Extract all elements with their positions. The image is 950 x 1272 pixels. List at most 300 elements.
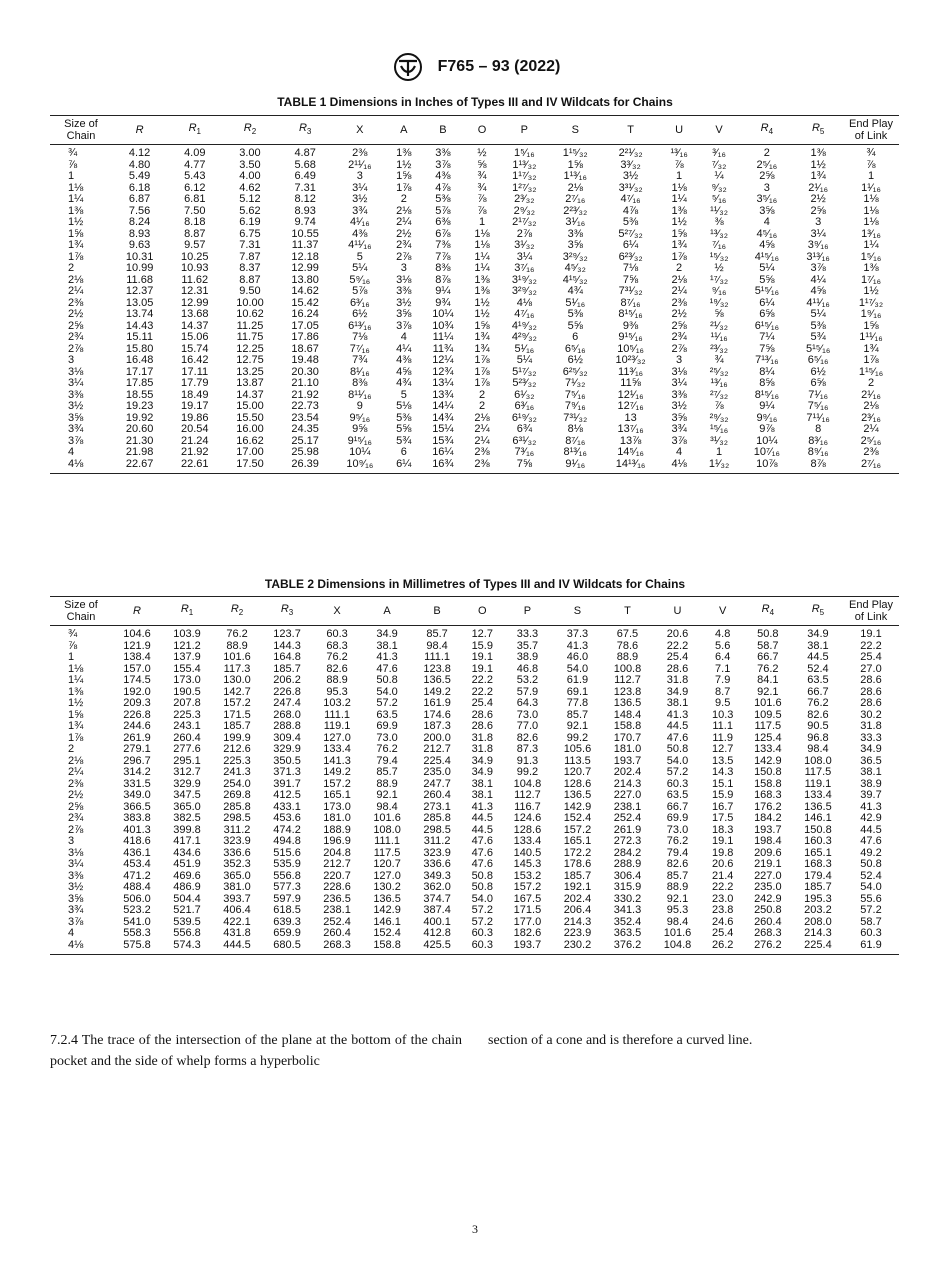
table-cell: ²⁵⁄₃₂: [709, 365, 729, 378]
table-cell: 2: [763, 147, 770, 159]
table-cell: 108.0: [804, 754, 832, 767]
table-cell: 20.60: [125, 423, 154, 435]
table-cell: 25.98: [291, 446, 319, 458]
table-cell: 1½: [671, 216, 687, 228]
table-cell: 362.0: [423, 881, 451, 893]
table-cell: 21.10: [291, 377, 319, 389]
table-cell: 276.2: [743, 940, 793, 955]
table-cell: 44.5: [807, 651, 829, 663]
table-cell: 7⁹⁄₁₆: [564, 400, 586, 412]
table-cell: 7¼: [759, 331, 775, 343]
table-cell: 4¹¹⁄₁₆: [348, 239, 372, 251]
table1-caption: TABLE 1 Dimensions in Inches of Types III and IV Wildcats for Chains: [277, 95, 673, 109]
table-cell: 34.9: [376, 628, 398, 640]
table-cell: 47.6: [666, 731, 689, 744]
table-cell: 181.0: [323, 812, 351, 824]
table-cell: 21.24: [181, 434, 209, 447]
table-cell: 76.2: [326, 651, 348, 663]
table-cell: 91.3: [516, 754, 539, 767]
table-cell: 41.3: [860, 800, 882, 813]
table-cell: 15.11: [126, 331, 153, 343]
table-cell: 238.1: [323, 904, 351, 916]
table-cell: 19.23: [125, 400, 154, 412]
table2-header-row: [50, 597, 899, 626]
table-cell: 38.1: [376, 639, 398, 652]
table-cell: 3: [356, 170, 363, 182]
table-cell: 2: [478, 400, 486, 412]
table-cell: 1½: [810, 158, 826, 171]
table-cell: 28.6: [860, 685, 882, 698]
table-cell: 9.50: [239, 285, 261, 297]
table-cell: ⅞: [866, 158, 876, 171]
table-cell: 3: [68, 835, 75, 847]
table2-millimetres: [50, 596, 899, 955]
table-cell: 17.17: [125, 365, 154, 378]
table-cell: 8.7: [715, 685, 731, 698]
table-cell: 10.99: [125, 262, 154, 274]
table-cell: 254.0: [223, 777, 251, 790]
table-cell: 17.05: [291, 319, 319, 332]
table-cell: 8³⁄₁₆: [808, 434, 829, 447]
table-cell: 77.0: [516, 720, 539, 732]
table-cell: ¾: [866, 147, 876, 159]
table-cell: 22.2: [711, 881, 734, 893]
table-cell: 123.7: [273, 628, 301, 640]
table-cell: 101.6: [754, 697, 782, 709]
table-cell: 4⅛: [50, 459, 112, 474]
table-cell: 8.87: [184, 227, 206, 240]
table-cell: 14¾: [432, 411, 454, 424]
table-cell: 63.5: [807, 674, 829, 686]
table-cell: 558.3: [123, 927, 151, 939]
table-cell: 2⅞: [396, 250, 412, 263]
table-cell: 69.9: [376, 720, 398, 732]
table-cell: 3¼: [810, 227, 826, 240]
table-cell: 53.2: [516, 674, 539, 686]
table-cell: 20.54: [181, 423, 209, 435]
table-cell: 1⅞: [671, 250, 687, 263]
column-header: $R_4$: [743, 597, 793, 626]
table-cell: 98.4: [376, 800, 398, 813]
table-cell: 100.8: [613, 662, 642, 675]
table-cell: 4¾: [567, 285, 583, 297]
table-cell: 1¹³⁄₁₆: [563, 170, 587, 182]
table-cell: 87.3: [516, 743, 539, 755]
table-cell: 341.3: [613, 904, 642, 916]
table-cell: 18.49: [181, 388, 209, 401]
table-cell: 103.2: [323, 697, 351, 709]
table-cell: 170.7: [613, 731, 642, 744]
table-cell: 21.4: [711, 869, 734, 882]
table-cell: 31.8: [471, 731, 493, 744]
table-cell: 105.6: [563, 743, 592, 755]
table-cell: 412.5: [273, 789, 301, 801]
table-cell: 4¹⁄₁₆: [349, 216, 370, 228]
table-cell: 34.9: [807, 628, 829, 640]
table-cell: 3⅛: [68, 846, 84, 859]
table-cell: 228.6: [323, 881, 351, 893]
table-cell: 3⅞: [671, 434, 687, 447]
table-cell: 10⁷⁄₁₆: [753, 446, 780, 458]
table-cell: 136.5: [373, 892, 401, 905]
table-cell: 5⅜: [567, 308, 583, 320]
table-cell: 3½: [671, 400, 687, 412]
table-row: [50, 744, 899, 756]
table-cell: 5⅜: [622, 216, 639, 228]
table-cell: 9¾: [435, 296, 451, 309]
table-cell: 1¹⁄₃₂: [698, 459, 741, 474]
table-cell: 4⅜: [396, 354, 412, 366]
table-cell: 8⅞: [435, 273, 451, 286]
table-cell: 9¹⁵⁄₁₆: [347, 434, 372, 447]
table-cell: 41.3: [471, 800, 493, 813]
table-cell: 4⅜: [352, 227, 368, 240]
table-cell: ¹³⁄₁₆: [710, 377, 728, 389]
table-cell: 104.6: [123, 628, 151, 640]
table-cell: 167.5: [513, 892, 542, 905]
table-cell: 20.30: [291, 365, 319, 378]
table-cell: 12.37: [125, 285, 154, 297]
table-cell: 150.8: [754, 766, 782, 778]
table-cell: 3½: [68, 881, 84, 893]
table-cell: 7.31: [239, 239, 261, 251]
table-cell: 88.9: [376, 777, 398, 790]
table-cell: ½: [714, 262, 724, 274]
table-cell: 3.00: [239, 147, 261, 159]
table-cell: 242.9: [754, 892, 782, 905]
table-cell: 250.8: [754, 904, 782, 916]
table-cell: 7⁵⁄₁₆: [564, 388, 586, 401]
table-cell: 1⅜: [474, 273, 490, 286]
table-cell: 285.8: [423, 812, 451, 824]
table-row: [50, 332, 899, 344]
table-cell: 8⅜: [435, 262, 451, 274]
table-cell: 5.62: [239, 204, 261, 217]
table-cell: 157.2: [223, 697, 251, 709]
table-cell: 214.3: [613, 777, 642, 790]
table-cell: 268.0: [273, 708, 301, 721]
table-cell: 1: [68, 651, 75, 663]
table-cell: 28.6: [471, 708, 493, 721]
table-cell: 6½: [352, 308, 368, 320]
table-cell: 6⅜: [435, 216, 451, 228]
table-cell: 3¼: [352, 181, 368, 194]
table-cell: 6.19: [239, 216, 261, 228]
table-cell: 5²³⁄₃₂: [512, 377, 537, 389]
table-cell: 9: [356, 400, 363, 412]
table-cell: 4: [68, 927, 75, 939]
table-cell: 1¹¹⁄₁₆: [859, 331, 883, 343]
table-cell: 68.3: [326, 639, 348, 652]
table-cell: 7⅜: [435, 239, 451, 251]
table-cell: 35.7: [516, 639, 539, 652]
table-cell: 19.86: [181, 411, 209, 424]
table-cell: 7³¹⁄₃₂: [563, 411, 588, 424]
table-cell: 3⅜: [68, 869, 84, 882]
table-cell: 9⅜: [622, 319, 639, 332]
table-cell: 2⁷⁄₁₆: [843, 459, 899, 474]
table-cell: 3⁷⁄₁₆: [514, 262, 535, 274]
table-cell: 5.43: [184, 170, 206, 182]
table-cell: 10.3: [711, 708, 734, 721]
table-cell: 22.73: [291, 400, 319, 412]
table-cell: 401.3: [123, 823, 151, 836]
table-cell: 41.3: [376, 651, 398, 663]
table-cell: 64.3: [516, 697, 539, 709]
table-cell: 288.9: [613, 858, 642, 870]
table-cell: 4: [676, 446, 683, 458]
table-cell: 46.0: [566, 651, 589, 663]
table-cell: 136.5: [563, 789, 592, 801]
table-cell: 66.7: [666, 800, 689, 813]
table-cell: 2¼: [68, 766, 84, 778]
table-cell: 142.7: [223, 685, 251, 698]
table-cell: 6.12: [184, 181, 206, 194]
column-header: S: [550, 116, 601, 145]
table-cell: 11.68: [126, 273, 153, 286]
table-cell: 3⅝: [759, 204, 775, 217]
table-row: [50, 698, 899, 710]
table-cell: 391.7: [273, 777, 301, 790]
table-cell: 112.7: [614, 674, 641, 686]
table-cell: 577.3: [273, 881, 301, 893]
table-cell: 174.5: [123, 674, 151, 686]
table-cell: 157.2: [563, 823, 592, 836]
table-cell: 1⅜: [68, 685, 84, 698]
table-cell: 104.8: [513, 777, 542, 790]
table-cell: 541.0: [123, 915, 151, 928]
table-cell: 19.8: [711, 846, 734, 859]
column-header: A: [362, 597, 412, 626]
table-cell: 92.1: [566, 720, 589, 732]
table-cell: 153.2: [513, 869, 542, 882]
table-cell: 9⅝: [352, 423, 368, 435]
table-cell: 4.00: [239, 170, 261, 182]
table-cell: 268.3: [754, 927, 782, 939]
table-cell: 4.87: [294, 147, 316, 159]
table-cell: 556.8: [173, 927, 201, 939]
table-cell: 6⅝: [759, 308, 775, 320]
table-cell: 145.3: [513, 858, 542, 870]
table-cell: 22.2: [471, 674, 493, 686]
table-cell: 195.3: [804, 892, 832, 905]
table-cell: 1⅛: [68, 181, 84, 194]
table-cell: 2½: [68, 308, 84, 320]
table-cell: 76.2: [807, 697, 829, 709]
table-cell: 17.50: [222, 459, 277, 474]
table-cell: 202.4: [563, 892, 592, 905]
table-cell: 130.2: [373, 881, 401, 893]
table-cell: 279.1: [123, 743, 151, 755]
table-cell: 1¾: [68, 720, 84, 732]
table-cell: 2⅜: [465, 459, 499, 474]
table-cell: 3⅝: [671, 411, 687, 424]
column-header: A: [387, 116, 421, 145]
table-cell: 57.2: [376, 697, 398, 709]
table-cell: 38.1: [860, 766, 882, 778]
table-cell: 252.4: [323, 915, 351, 928]
table-cell: 141.3: [323, 754, 351, 767]
table-cell: 54.0: [860, 881, 882, 893]
table-cell: 192.1: [563, 881, 592, 893]
table-cell: 2²¹⁄₃₂: [618, 147, 643, 159]
table-cell: 376.2: [602, 940, 652, 955]
paragraph-7-2-4-right: section of a cone and is therefore a curved line.: [488, 1033, 753, 1048]
table-cell: 12¾: [432, 365, 454, 378]
table-cell: 298.5: [223, 812, 251, 824]
table-cell: 54.0: [566, 662, 589, 675]
table-cell: 12.99: [181, 296, 209, 309]
table-cell: 7¹⁄₃₂: [565, 377, 586, 389]
table-cell: 136.5: [423, 674, 451, 686]
table-cell: 226.8: [273, 685, 301, 698]
table-cell: 2½: [671, 308, 687, 320]
table-cell: 363.5: [613, 927, 642, 939]
table-cell: 57.9: [516, 685, 539, 698]
table-cell: 14¹³⁄₁₆: [601, 459, 661, 474]
table-row: [50, 813, 899, 825]
table-cell: 76.2: [376, 743, 398, 755]
table-cell: 25.4: [711, 927, 734, 939]
table-cell: 2⅜: [68, 777, 84, 790]
table-cell: 1¼: [68, 674, 84, 686]
table-cell: 16.42: [181, 354, 209, 366]
table-cell: 382.5: [173, 812, 201, 824]
table-cell: 3¾: [68, 904, 84, 916]
table-cell: ⅝: [477, 158, 487, 171]
table-cell: 44.5: [471, 823, 493, 836]
table-cell: 227.0: [754, 869, 782, 882]
table-cell: 1⅛: [863, 216, 879, 228]
table-cell: 165.1: [804, 846, 832, 859]
table-cell: ¹³⁄₃₂: [710, 227, 729, 240]
table-cell: 1¹⁄₁₆: [861, 181, 881, 194]
table-cell: 1⅞: [474, 365, 490, 378]
table-cell: 10⅞: [740, 459, 793, 474]
table-row: [50, 767, 899, 779]
table-cell: 188.9: [323, 823, 351, 836]
table-cell: 3⅜: [567, 227, 583, 240]
column-header: $R_5$: [793, 116, 843, 145]
table-cell: 157.2: [513, 881, 542, 893]
table-cell: 7³⁄₁₆: [514, 446, 535, 458]
table-cell: 5⅜: [435, 193, 451, 205]
table-cell: 21.92: [181, 446, 209, 458]
table-cell: 47.6: [860, 835, 882, 847]
table-cell: 7¹⁄₁₆: [808, 388, 829, 401]
table-cell: 17.11: [181, 365, 209, 378]
table-cell: 7.31: [294, 181, 316, 194]
table-cell: 225.4: [793, 940, 843, 955]
table-cell: 11.62: [181, 273, 209, 286]
table-cell: 247.7: [423, 777, 451, 790]
table-cell: 57.2: [471, 904, 493, 916]
table-row: [50, 882, 899, 894]
table-cell: 34.9: [471, 754, 493, 767]
table-cell: 1³⁄₁₆: [861, 227, 881, 240]
table-cell: 393.7: [223, 892, 251, 905]
table-cell: 133.4: [323, 743, 351, 755]
table-cell: 4⁷⁄₁₆: [514, 308, 535, 320]
table-cell: 13¼: [432, 377, 454, 389]
table-cell: 138.4: [123, 651, 151, 663]
table-cell: 125.4: [754, 731, 782, 744]
table-cell: 306.4: [613, 869, 642, 882]
table-cell: 127.0: [373, 869, 401, 882]
table-cell: 4¾: [396, 377, 412, 389]
table-cell: 417.1: [173, 835, 201, 847]
column-header: $R_3$: [278, 116, 333, 145]
table-cell: 193.7: [613, 754, 642, 767]
table-cell: 268.3: [312, 940, 362, 955]
table-cell: 15.1: [711, 777, 734, 790]
table-cell: 5¼: [352, 262, 368, 274]
table-cell: 149.2: [423, 685, 451, 698]
table-cell: 26.2: [703, 940, 743, 955]
table-cell: 18.3: [711, 823, 734, 836]
table-row: [50, 194, 899, 206]
table-cell: 1⅞: [474, 377, 490, 389]
table-cell: 323.9: [223, 835, 251, 847]
table-cell: 309.4: [273, 731, 301, 744]
table-cell: 639.3: [273, 915, 301, 928]
table-cell: 28.6: [860, 674, 882, 686]
table-cell: 60.3: [326, 628, 348, 640]
table-cell: 2⅝: [759, 170, 775, 182]
table-cell: 252.4: [613, 812, 642, 824]
table-cell: 10.55: [291, 227, 319, 240]
table-cell: ³¹⁄₃₂: [710, 434, 729, 447]
table-cell: 2: [68, 743, 75, 755]
table-row: [50, 263, 899, 275]
table-cell: 3³¹⁄₃₂: [618, 181, 643, 194]
table-cell: 272.3: [613, 835, 642, 847]
table-cell: 101.6: [373, 812, 401, 824]
table-cell: 5¹⁷⁄₃₂: [512, 365, 537, 378]
table-cell: 78.6: [616, 639, 639, 652]
table-cell: 2⅜: [671, 296, 687, 309]
table1-inches: [50, 115, 899, 474]
table-cell: 99.2: [516, 766, 539, 778]
table-cell: 152.4: [373, 927, 401, 939]
table-cell: 200.0: [423, 731, 451, 744]
table-cell: ¹¹⁄₃₂: [710, 204, 729, 217]
table-cell: 85.7: [666, 869, 689, 882]
table-cell: 261.9: [123, 731, 151, 744]
table-cell: 406.4: [223, 904, 251, 916]
column-header: T: [602, 597, 652, 626]
table-cell: 54.0: [471, 892, 493, 905]
table-cell: 66.7: [807, 685, 829, 698]
table-cell: 8¹⁄₁₆: [349, 365, 370, 378]
table-cell: 2⅝: [68, 319, 84, 332]
table-cell: 2¹⁄₁₆: [861, 388, 881, 401]
table-cell: 13.05: [125, 296, 154, 309]
table-cell: 235.0: [754, 881, 782, 893]
table-cell: 15.50: [236, 411, 264, 424]
table-cell: 1⅞: [68, 731, 84, 744]
table-cell: 3⅜: [435, 147, 451, 159]
table-cell: 10.93: [181, 262, 209, 274]
table-cell: 6.81: [184, 193, 206, 205]
table-cell: 312.7: [173, 766, 201, 778]
table-cell: 4²⁹⁄₃₂: [511, 331, 537, 343]
table-cell: 2⅞: [516, 227, 532, 240]
table-cell: 26.39: [278, 459, 333, 474]
table-cell: 18.67: [291, 342, 319, 355]
table-cell: 124.6: [513, 812, 542, 824]
table-cell: 19.17: [181, 400, 209, 412]
